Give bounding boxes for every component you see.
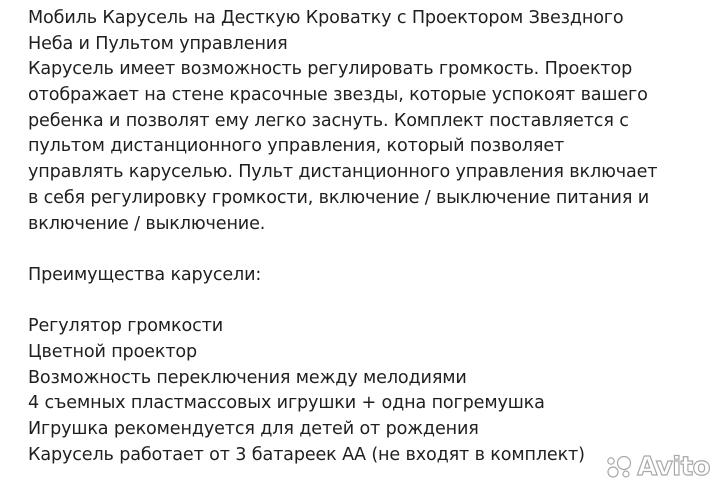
title-line-2: Неба и Пультом управления [28, 33, 288, 54]
features-heading: Преимущества карусели: [28, 264, 262, 285]
feature-item: 4 съемных пластмассовых игрушки + одна погремушка [28, 393, 545, 414]
feature-item: Карусель работает от 3 батареек АА (не входят в комплект) [28, 444, 585, 465]
description-line: включение / выключение. [28, 213, 266, 234]
avito-logo-icon [603, 455, 633, 479]
description-line: Карусель имеет возможность регулировать громкость. Проектор [28, 59, 633, 80]
description-text [28, 6, 712, 468]
blank-line [28, 237, 712, 263]
description-line: ребенка и позволят ему легко заснуть. Комплект поставляется с [28, 110, 629, 131]
avito-watermark-text: Avito [637, 452, 710, 482]
feature-item: Игрушка рекомендуется для детей от рождения [28, 419, 479, 439]
title-line-1: Мобиль Карусель на Десткую Кроватку с Проектором Звездного [28, 8, 624, 28]
description-line: управлять каруселью. Пульт дистанционного управления включает [28, 162, 658, 183]
description-line: отображает на стене красочные звезды, которые успокоят вашего [28, 85, 648, 106]
avito-watermark [603, 452, 710, 482]
blank-line [28, 289, 712, 315]
feature-item: Цветной проектор [28, 341, 198, 362]
description-line: пультом дистанционного управления, который позволяет [28, 136, 565, 157]
description-line: в себя регулировку громкости, включение / выключение питания и [28, 187, 649, 208]
feature-item: Регулятор громкости [28, 316, 224, 337]
feature-item: Возможность переключения между мелодиями [28, 367, 467, 388]
